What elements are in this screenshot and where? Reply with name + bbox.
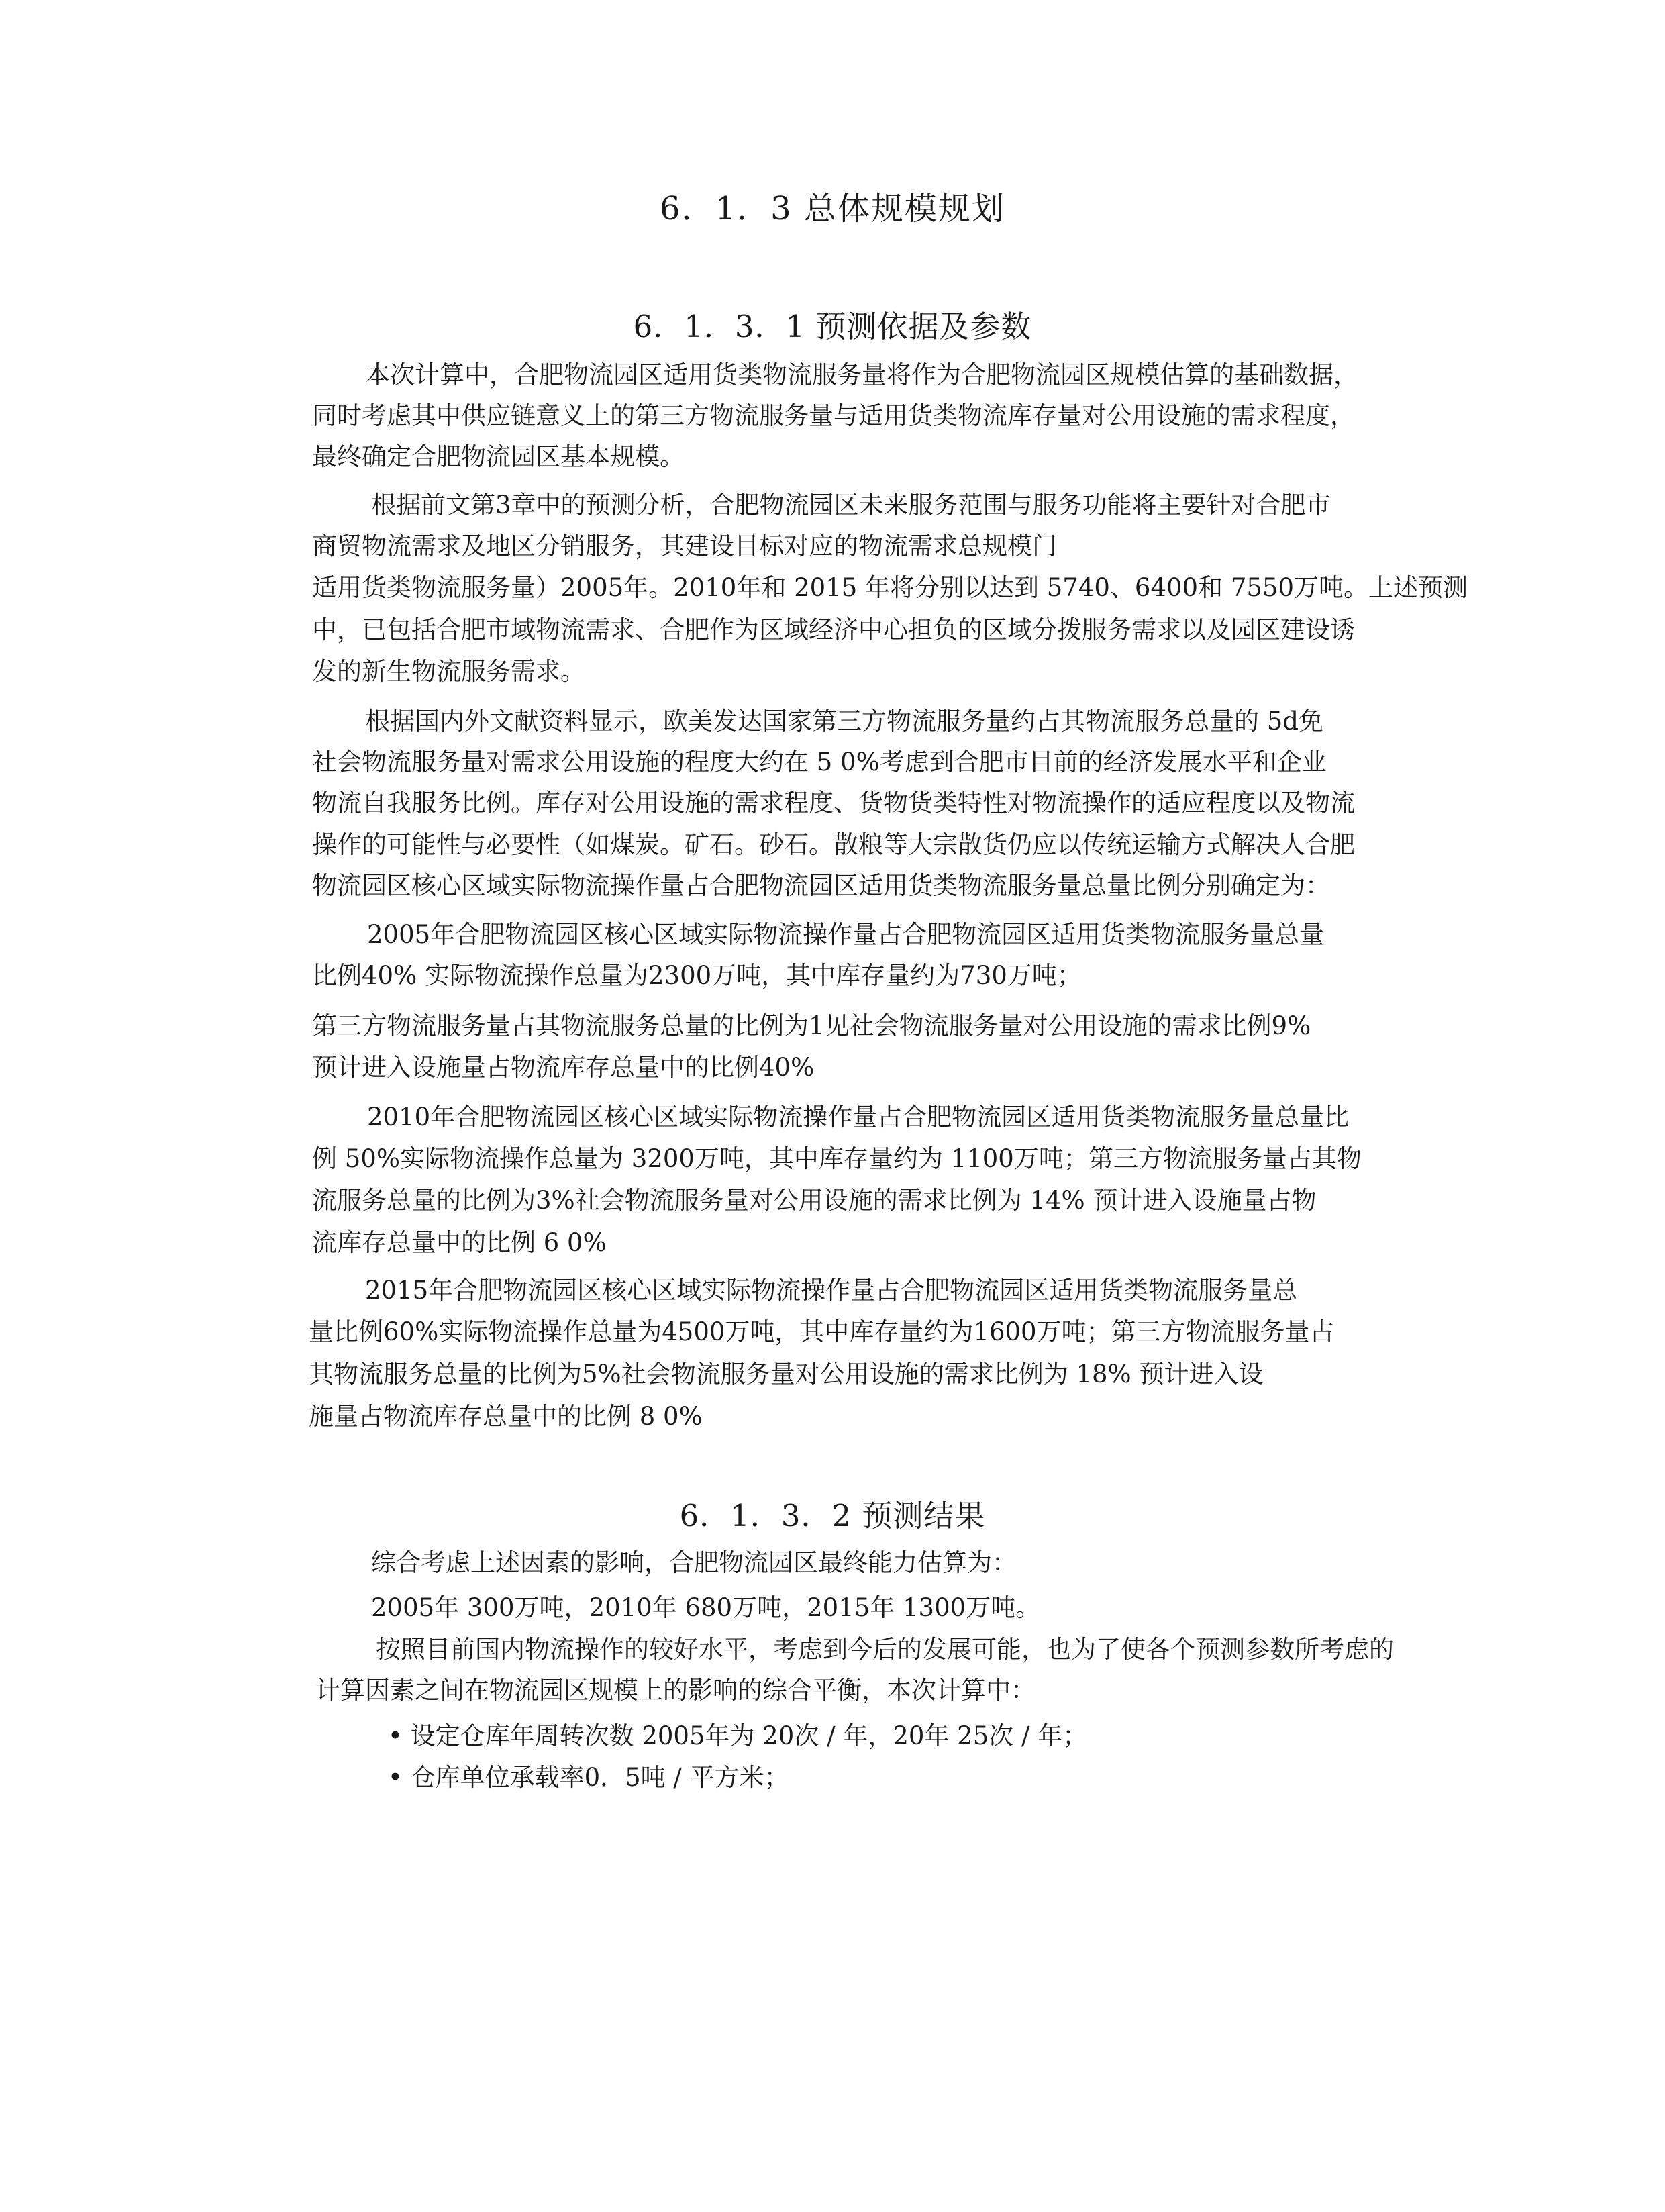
text-line: 其物流服务总量的比例为5%社会物流服务量对公用设施的需求比例为 18% 预计进入设 bbox=[309, 1360, 1264, 1389]
text-line: 社会物流服务量对需求公用设施的程度大约在 5 0%考虑到合肥市目前的经济发展水平和企业 bbox=[312, 748, 1327, 776]
text-line: 发的新生物流服务需求。 bbox=[312, 657, 585, 686]
text-line: 商贸物流需求及地区分销服务，其建设目标对应的物流需求总规模门 bbox=[312, 532, 1057, 560]
text-line: 最终确定合肥物流园区基本规模。 bbox=[312, 442, 685, 471]
text-line: 比例40% 实际物流操作总量为2300万吨，其中库存量约为730万吨； bbox=[312, 961, 1082, 990]
text-line: 物流自我服务比例。库存对公用设施的需求程度、货物货类特性对物流操作的适应程度以及物流 bbox=[312, 789, 1355, 817]
text-line: 中，已包括合肥市域物流需求、合肥作为区域经济中心担负的区域分拨服务需求以及园区建设诱 bbox=[312, 615, 1355, 644]
text-line: 预计进入设施量占物流库存总量中的比例40% bbox=[312, 1053, 815, 1082]
bullet-item: • 仓库单位承载率0．5吨 / 平方米； bbox=[388, 1763, 789, 1792]
text-line: 本次计算中，合肥物流园区适用货类物流服务量将作为合肥物流园区规模估算的基础数据， bbox=[365, 360, 1358, 389]
text-line: 流服务总量的比例为3%社会物流服务量对公用设施的需求比例为 14% 预计进入设施量占物 bbox=[312, 1186, 1317, 1215]
subsection-heading-forecast-basis: 6．1．3．1 预测依据及参数 bbox=[633, 309, 1032, 344]
text-line: 例 50%实际物流操作总量为 3200万吨，其中库存量约为 1100万吨；第三方物流服务量占其物 bbox=[312, 1144, 1362, 1173]
text-line: 根据国内外文献资料显示，欧美发达国家第三方物流服务量约占其物流服务总量的 5d免 bbox=[365, 707, 1323, 736]
text-line: 施量占物流库存总量中的比例 8 0% bbox=[309, 1402, 703, 1431]
subsection-heading-forecast-results: 6．1．3．2 预测结果 bbox=[679, 1498, 986, 1534]
text-line: 物流园区核心区域实际物流操作量占合肥物流园区适用货类物流服务量总量比例分别确定为： bbox=[312, 871, 1330, 900]
text-line: 适用货类物流服务量）2005年。2010年和 2015 年将分别以达到 5740、6400和 7550万吨。上述预测 bbox=[312, 573, 1468, 602]
text-line: 综合考虑上述因素的影响，合肥物流园区最终能力估算为： bbox=[371, 1548, 1017, 1577]
text-line: 同时考虑其中供应链意义上的第三方物流服务量与适用货类物流库存量对公用设施的需求程度， bbox=[312, 401, 1355, 430]
text-line: 第三方物流服务量占其物流服务总量的比例为1见社会物流服务量对公用设施的需求比例9% bbox=[312, 1011, 1311, 1040]
text-line: 2010年合肥物流园区核心区域实际物流操作量占合肥物流园区适用货类物流服务量总量比 bbox=[367, 1103, 1350, 1132]
text-line: 2005年合肥物流园区核心区域实际物流操作量占合肥物流园区适用货类物流服务量总量 bbox=[367, 920, 1325, 949]
section-heading: 6．1．3 总体规模规划 bbox=[660, 190, 1005, 228]
text-line: 操作的可能性与必要性（如煤炭。矿石。砂石。散粮等大宗散货仍应以传统运输方式解决人合肥 bbox=[312, 830, 1355, 859]
bullet-item: • 设定仓库年周转次数 2005年为 20次 / 年，20年 25次 / 年； bbox=[388, 1721, 1088, 1750]
text-line: 2015年合肥物流园区核心区域实际物流操作量占合肥物流园区适用货类物流服务量总 bbox=[365, 1276, 1298, 1305]
text-line: 根据前文第3章中的预测分析，合肥物流园区未来服务范围与服务功能将主要针对合肥市 bbox=[371, 491, 1331, 519]
text-line: 按照目前国内物流操作的较好水平，考虑到今后的发展可能，也为了使各个预测参数所考虑的 bbox=[376, 1635, 1394, 1664]
text-line: 计算因素之间在物流园区规模上的影响的综合平衡，本次计算中： bbox=[315, 1676, 1036, 1705]
text-line: 流库存总量中的比例 6 0% bbox=[312, 1228, 607, 1257]
text-line: 量比例60%实际物流操作总量为4500万吨，其中库存量约为1600万吨；第三方物流服务量占 bbox=[309, 1317, 1335, 1346]
text-line: 2005年 300万吨，2010年 680万吨，2015年 1300万吨。 bbox=[371, 1593, 1041, 1622]
